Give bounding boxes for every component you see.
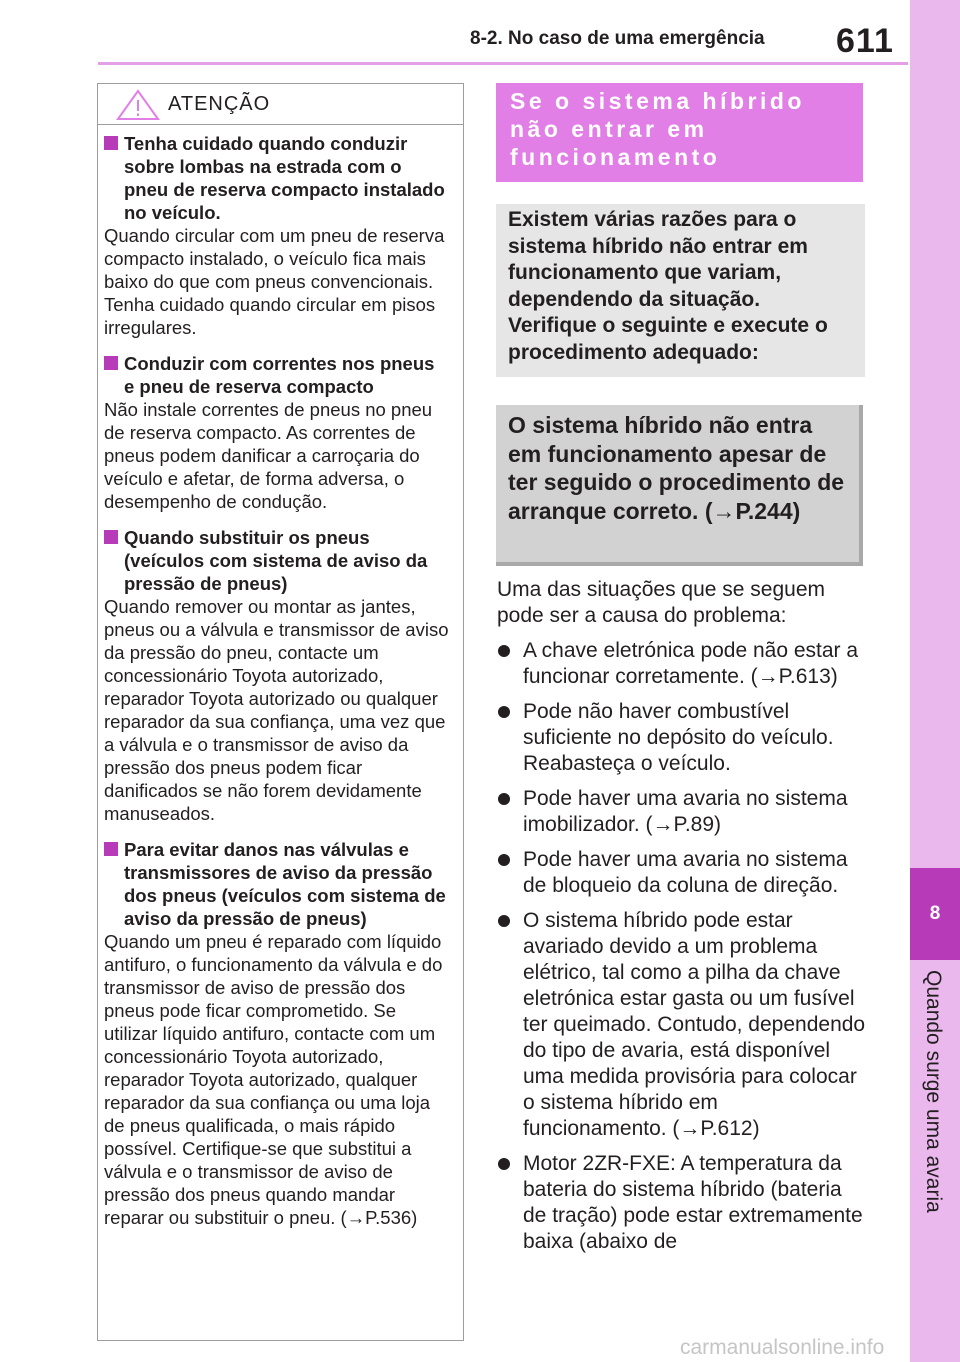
warning-section-text: Não instale correntes de pneus no pneu de reserva compacto. As correntes de pneus podem danificar a carroçaria do veículo e afetar, de forma adversa, o desempenho de condução.: [104, 399, 433, 512]
list-item: [497, 699, 867, 777]
list-item: [497, 638, 867, 690]
chapter-title: Quando surge uma avaria: [922, 970, 945, 1213]
header-section-title: 8-2. No caso de uma emergência: [470, 28, 765, 49]
warning-section-heading: Quando substituir os pneus (veículos com sistema de aviso da pressão de pneus): [124, 527, 428, 594]
square-bullet-icon: [104, 352, 124, 398]
square-bullet-icon: [104, 526, 124, 595]
bullet-dot-icon: [497, 1151, 523, 1255]
subsection-title: O sistema híbrido não entra em funcionamento apesar de ter seguido o procedimento de arranque correto. (→P.244): [496, 405, 863, 566]
warning-section: [104, 526, 449, 825]
bullet-dot-icon: [497, 786, 523, 838]
chapter-number-tab[interactable]: 8: [910, 868, 960, 960]
warning-triangle-icon: [116, 89, 160, 126]
warning-header: [98, 84, 463, 125]
warning-section-text: Quando circular com um pneu de reserva compacto instalado, o veículo fica mais baixo do que com pneus convencionais. Tenha cuidado quando circular em pisos irregulares.: [104, 225, 445, 338]
bullet-dot-icon: [497, 699, 523, 777]
warning-section-heading: Tenha cuidado quando conduzir sobre lombas na estrada com o pneu de reserva compacto instalado no veículo.: [124, 133, 445, 223]
list-item-text: Pode não haver combustível suficiente no depósito do veículo. Reabasteça o veículo.: [523, 700, 834, 775]
list-item: [497, 847, 867, 899]
page-number: 611: [836, 22, 894, 60]
bullet-dot-icon: [497, 847, 523, 899]
warning-body: [104, 132, 449, 1242]
bullet-dot-icon: [497, 638, 523, 690]
list-item: [497, 1151, 867, 1255]
warning-section: [104, 838, 449, 1229]
list-item-text: Pode haver uma avaria no sistema imobilizador. (→P.89): [523, 787, 848, 836]
warning-section: [104, 352, 449, 513]
warning-title: ATENÇÃO: [168, 93, 271, 115]
list-item-text: Pode haver uma avaria no sistema de bloqueio da coluna de direção.: [523, 848, 848, 897]
warning-section: [104, 132, 449, 339]
intro-text: Uma das situações que se seguem pode ser a causa do problema:: [497, 578, 826, 627]
list-item-text: A chave eletrónica pode não estar a funcionar corretamente. (→P.613): [523, 639, 859, 688]
list-item-text: O sistema híbrido pode estar avariado devido a um problema elétrico, tal como a pilha da chave eletrónica estar gasta ou um fusível ter queimado. Contudo, dependendo do tipo de avaria, está disponível uma medida provisória para colocar o sistema híbrido em funcionamento. (→P.612): [523, 909, 866, 1140]
intro-box: Existem várias razões para o sistema híbrido não entrar em funcionamento que variam, dependendo da situação. Verifique o seguinte e execute o procedimento adequado:: [496, 204, 865, 377]
warning-section-heading: Para evitar danos nas válvulas e transmissores de aviso da pressão dos pneus (veículos com sistema de aviso da pressão de pneus): [124, 839, 446, 929]
list-item: [497, 786, 867, 838]
bullet-dot-icon: [497, 908, 523, 1142]
warning-section-heading: Conduzir com correntes nos pneus e pneu de reserva compacto: [124, 353, 435, 397]
list-item: [497, 908, 867, 1142]
section-title: Se o sistema híbrido não entrar em funcionamento: [496, 83, 863, 182]
warning-section-text: Quando um pneu é reparado com líquido antifuro, o funcionamento da válvula e do transmissor de aviso de pressão dos pneus pode ficar comprometido. Se utilizar líquido antifuro, contacte com um concessionário Toyota autorizado, reparador Toyota autorizado, qualquer reparador da sua confiança ou uma loja de pneus qualificada, o mais rápido possível. Certifique-se que substitui a válvula e o transmissor de aviso de pressão dos pneus quando mandar reparar ou substituir o pneu. (→P.536): [104, 931, 443, 1228]
header-rule: [98, 62, 908, 65]
square-bullet-icon: [104, 132, 124, 224]
main-content: [497, 577, 867, 1264]
warning-box: [97, 83, 464, 1341]
warning-section-text: Quando remover ou montar as jantes, pneus ou a válvula e transmissor de aviso da pressão do pneu, contacte um concessionário Toyota autorizado, reparador Toyota autorizado ou qualquer reparador da sua confiança, uma vez que a válvula e o transmissor de aviso da pressão dos pneus podem ficar danificados se não forem devidamente manuseados.: [104, 596, 449, 824]
square-bullet-icon: [104, 838, 124, 930]
list-item-text: Motor 2ZR-FXE: A temperatura da bateria do sistema híbrido (bateria de tração) pode estar extremamente baixa (abaixo de: [523, 1152, 863, 1253]
watermark: carmanualsonline.info: [680, 1336, 885, 1359]
